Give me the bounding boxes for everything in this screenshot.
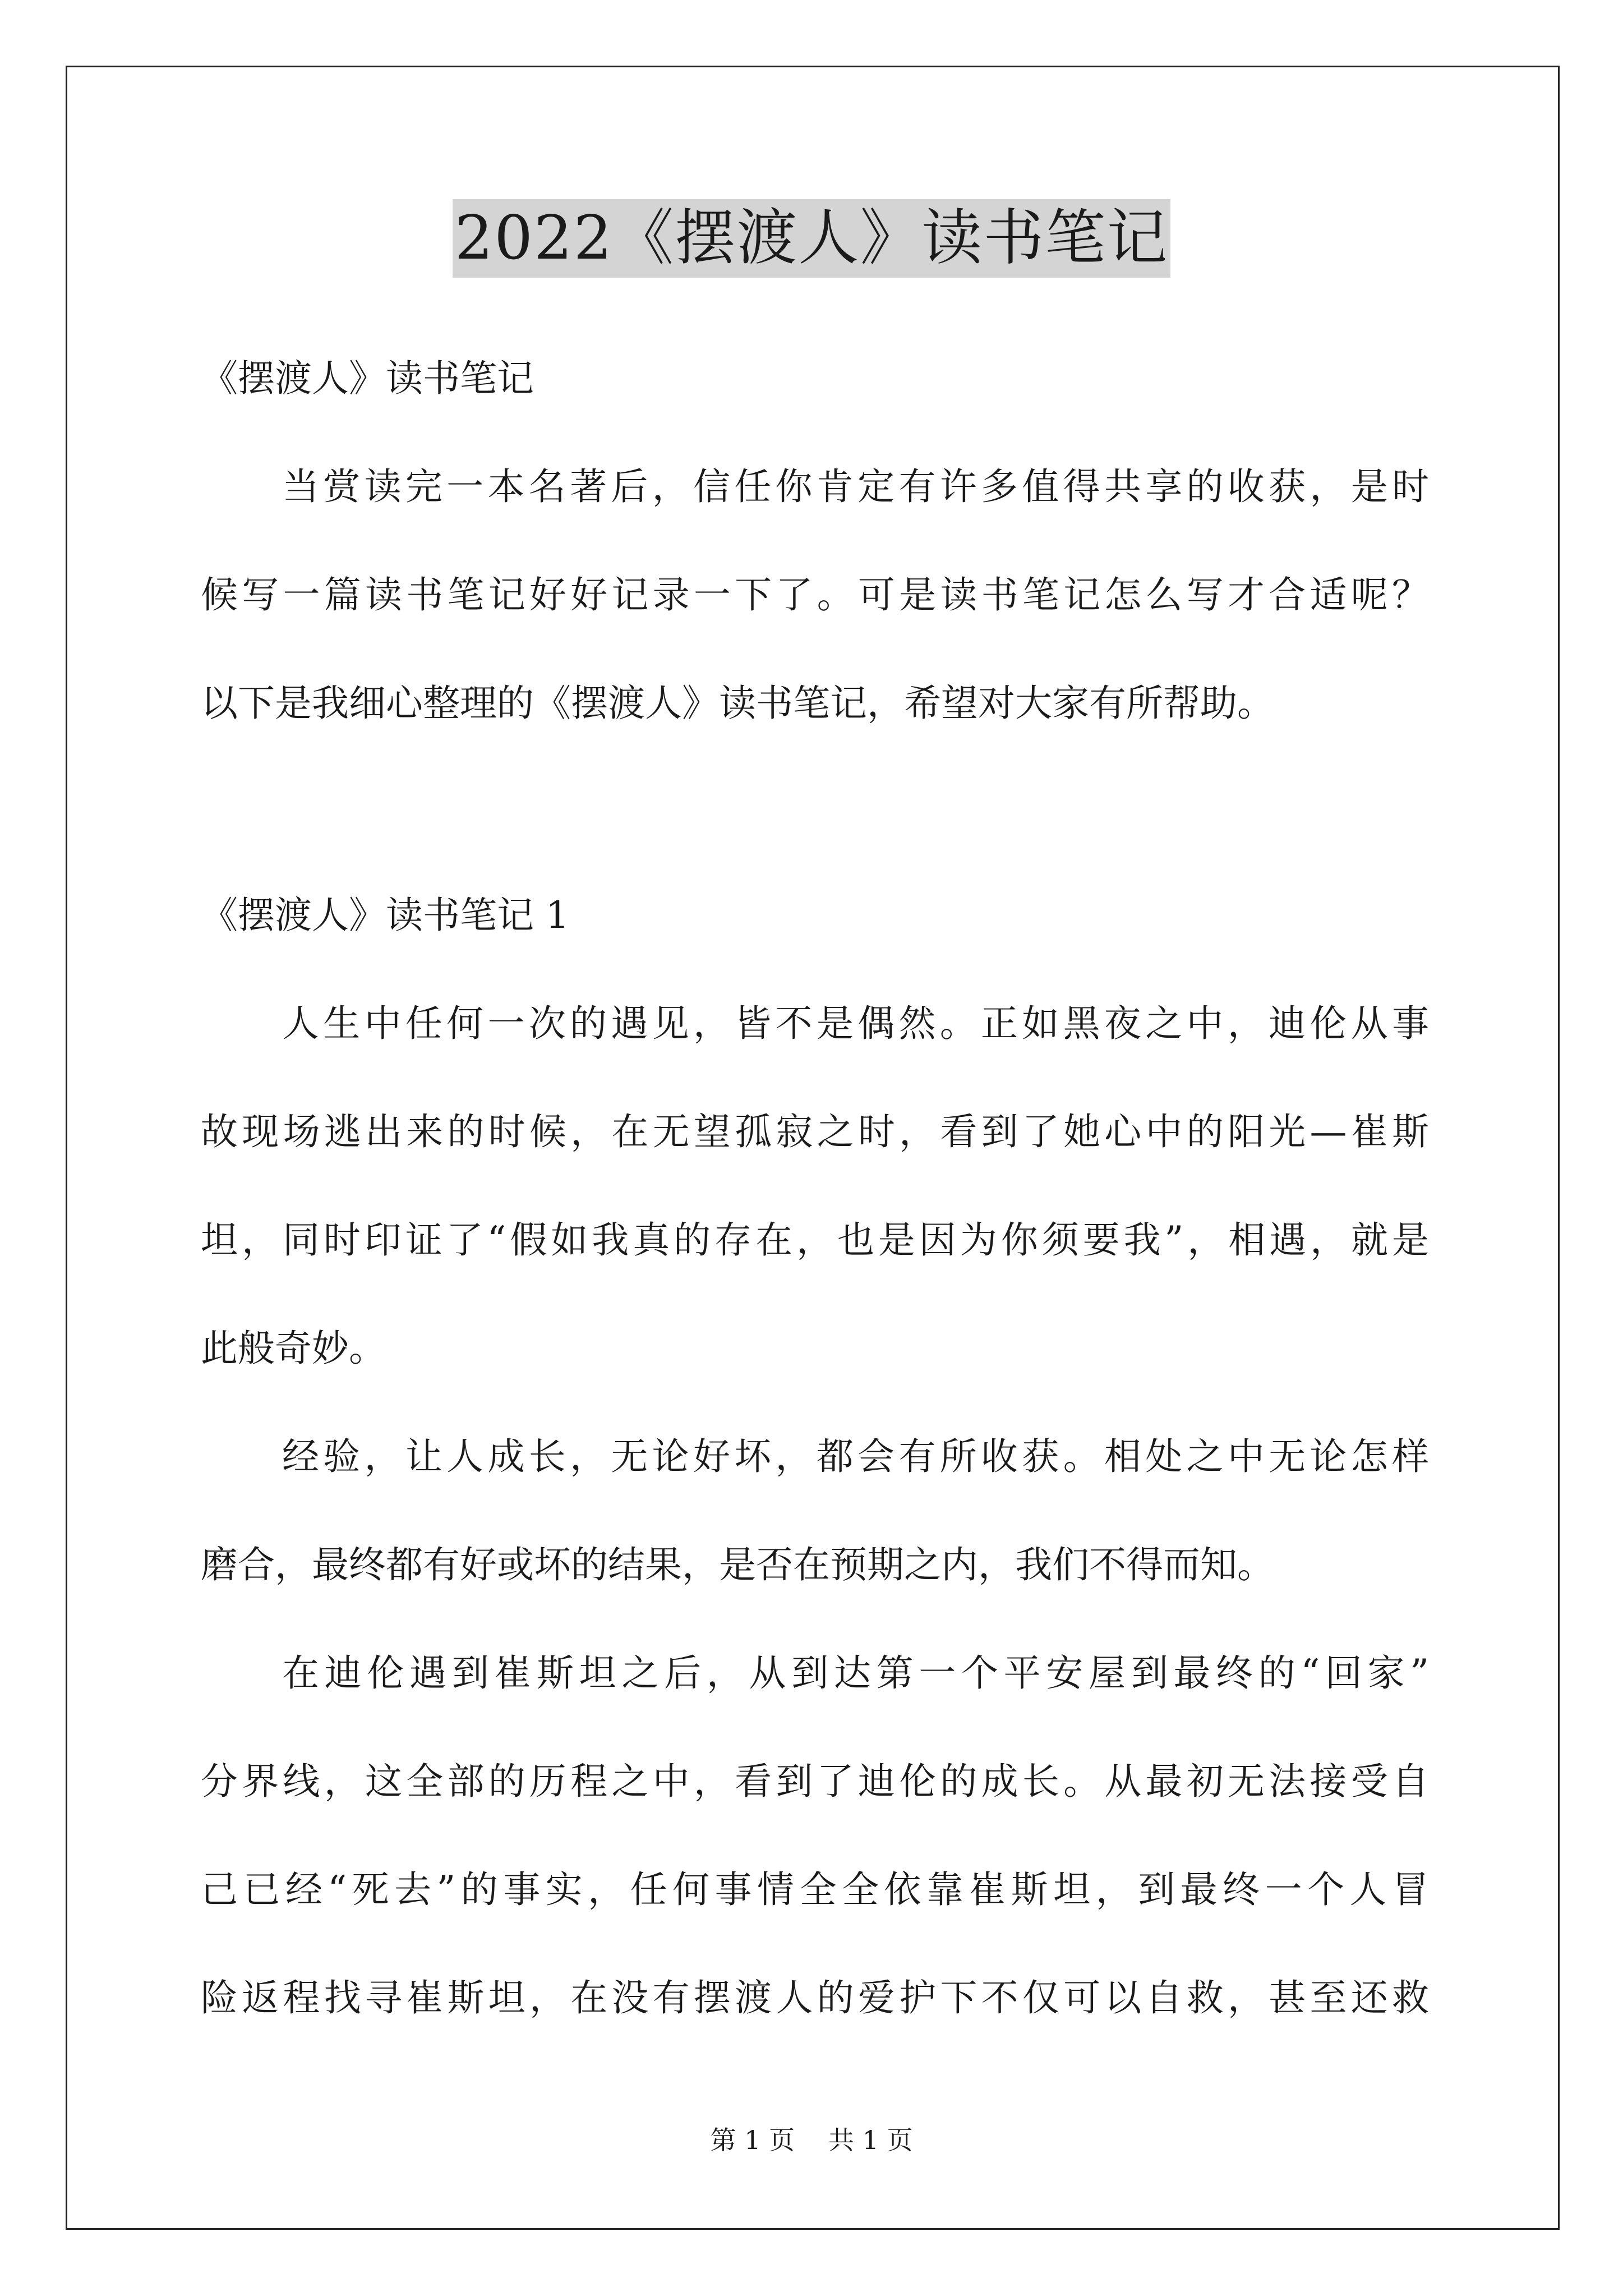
section1-p2-line-1: 经验，让人成长，无论好坏，都会有所收获。相处之中无论怎样 xyxy=(282,1435,1429,1478)
page-number-total: 共 1 页 xyxy=(828,2125,913,2155)
section1-p1-line-3: 坦，同时印证了“假如我真的存在，也是因为你须要我”，相遇，就是 xyxy=(201,1218,1429,1262)
page-number-current: 第 1 页 xyxy=(710,2125,795,2155)
page-footer xyxy=(0,2123,1623,2157)
title-container xyxy=(0,199,1623,278)
section1-p1-line-2: 故现场逃出来的时候，在无望孤寂之时，看到了她心中的阳光—崔斯 xyxy=(201,1110,1429,1153)
intro-heading: 《摆渡人》读书笔记 xyxy=(201,357,534,400)
intro-line-3: 以下是我细心整理的《摆渡人》读书笔记，希望对大家有所帮助。 xyxy=(201,682,1274,725)
intro-line-1: 当赏读完一本名著后，信任你肯定有许多值得共享的收获，是时 xyxy=(282,465,1429,508)
section1-p3-line-1: 在迪伦遇到崔斯坦之后，从到达第一个平安屋到最终的“回家” xyxy=(282,1651,1429,1695)
section1-p3-line-3: 己已经“死去”的事实，任何事情全全依靠崔斯坦，到最终一个人冒 xyxy=(201,1868,1429,1911)
section1-p1-line-4: 此般奇妙。 xyxy=(201,1327,386,1370)
section1-p3-line-2: 分界线，这全部的历程之中，看到了迪伦的成长。从最初无法接受自 xyxy=(201,1760,1429,1803)
document-title: 2022《摆渡人》读书笔记 xyxy=(453,199,1171,278)
section1-p1-line-1: 人生中任何一次的遇见，皆不是偶然。正如黑夜之中，迪伦从事 xyxy=(282,1002,1429,1045)
section1-p2-line-2: 磨合，最终都有好或坏的结果，是否在预期之内，我们不得而知。 xyxy=(201,1543,1274,1586)
intro-line-2: 候写一篇读书笔记好好记录一下了。可是读书笔记怎么写才合适呢？ xyxy=(201,573,1429,616)
section1-p3-line-4: 险返程找寻崔斯坦，在没有摆渡人的爱护下不仅可以自救，甚至还救 xyxy=(201,1976,1429,2019)
section1-heading: 《摆渡人》读书笔记 1 xyxy=(201,894,569,937)
